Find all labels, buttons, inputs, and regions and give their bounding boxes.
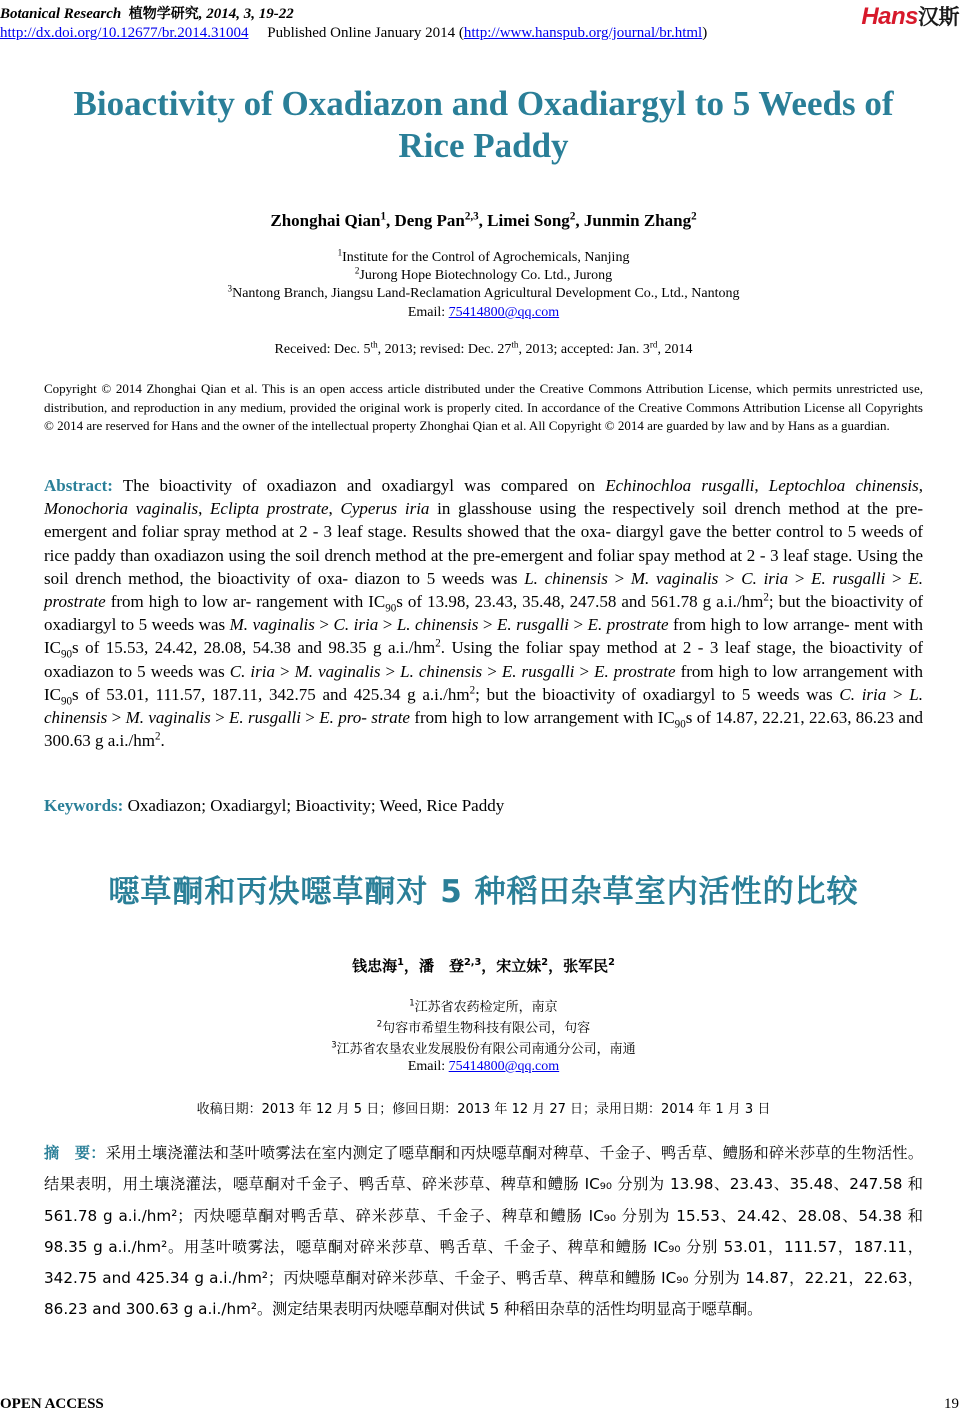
author-separator: ，	[403, 957, 419, 975]
doi-link[interactable]: http://dx.doi.org/10.12677/br.2014.31004	[0, 25, 249, 41]
paper-title-en	[40, 83, 927, 167]
species-name: C. iria	[229, 661, 275, 681]
email-label: Email:	[407, 305, 449, 320]
journal-issue: , 2014, 3, 19-22	[198, 6, 294, 22]
journal-url-link[interactable]: http://www.hanspub.org/journal/br.html	[463, 25, 703, 41]
paper-title-cn: 噁草酮和丙炔噁草酮对 5 种稻田杂草室内活性的比较	[108, 874, 859, 910]
species-name: L. chinensis	[44, 684, 923, 728]
logo-text-cn: 汉斯	[918, 5, 959, 29]
affiliation-text: Nantong Branch, Jiangsu Land-Reclamation Agricultural Development Co., Ltd., Nantong	[232, 286, 740, 301]
affiliation-cn	[0, 1039, 967, 1060]
abstract-text: >	[478, 615, 497, 635]
species-name: C. iria	[741, 568, 789, 588]
species-name: M. vaginalis	[229, 615, 315, 635]
abstract-cn	[44, 1138, 923, 1326]
title-line-1: Bioactivity of Oxadiazon and Oxadiargyl to 5 Weeds of	[73, 84, 894, 123]
species-name: M. vaginalis	[630, 568, 719, 588]
author-separator: ,	[575, 211, 584, 230]
published-text: Published Online January 2014 (	[267, 25, 464, 41]
abstract-text: from high to low ar- rangement with IC	[105, 592, 386, 612]
date-suffix: th	[511, 339, 519, 350]
closing-paren: )	[702, 25, 708, 41]
journal-header	[0, 3, 294, 23]
species-name: E. rusgalli	[501, 661, 575, 681]
species-name: E. rusgalli	[811, 568, 886, 588]
abstract-cn-label: 摘 要：	[44, 1144, 106, 1162]
email-line-en	[0, 304, 967, 322]
species-name: E. prostrate	[44, 568, 923, 612]
journal-name: Botanical Research	[0, 6, 122, 22]
author-name: Deng Pan	[394, 211, 465, 230]
species-name: Echinochloa rusgalli	[605, 476, 755, 495]
abstract-text: >	[718, 568, 742, 588]
affiliation-text: Institute for the Control of Agrochemicals, Nanjing	[342, 250, 630, 265]
species-name: E. pro- strate	[319, 708, 410, 728]
abstract-body	[44, 476, 923, 750]
species-name: Monochoria vaginalis	[44, 499, 199, 519]
abstract-text: from high to low arrange- ment with IC	[44, 615, 923, 658]
species-name: C. iria	[839, 684, 887, 704]
abstract-text: >	[569, 615, 588, 635]
affiliation-number: 2	[376, 1018, 383, 1029]
abstract-text: s of 13.98, 23.43, 35.48, 247.58 and 561.78 g a.i./hm	[396, 592, 764, 612]
abstract-text: >	[788, 568, 812, 588]
journal-name-cn: 植物学研究	[128, 6, 199, 22]
hans-logo	[861, 1, 959, 31]
abstract-text: ; but the bioactivity of oxadiargyl to 5 weeds was	[44, 592, 923, 635]
abstract-text: ; but the bioactivity of oxadiargyl to 5 weeds was	[475, 684, 840, 704]
email-line-cn	[0, 1059, 967, 1075]
species-name: L. chinensis	[396, 615, 479, 635]
author-separator: ,	[385, 211, 395, 230]
email-link[interactable]: 75414800@qq.com	[448, 1059, 560, 1074]
affiliation-cn	[0, 1018, 967, 1039]
affiliation-number: 3	[331, 1039, 337, 1050]
superscript: 2	[469, 684, 476, 697]
species-name: C. iria	[333, 615, 379, 635]
affiliation-text: 江苏省农垦农业发展股份有限公司南通分公司，南通	[336, 1042, 636, 1057]
accepted-year: , 2014	[657, 342, 693, 357]
author-name: Limei Song	[487, 211, 570, 230]
abstract-en	[44, 474, 923, 752]
open-access-label: OPEN ACCESS	[0, 1396, 104, 1412]
species-name: Leptochloa chinensis	[768, 476, 919, 495]
abstract-text: in glasshouse using the respectively soil drench method at the pre-emergent and foliar spray method at 2 - 3 leaf stage. Results showed that the oxa- diargyl gave the better control to 5 weeds of rice paddy than oxadiazon using the soil drench method at the pre-emergent and foliar spay method at 2 - 3 leaf stage. Using the soil drench method, the bioactivity of oxa- diazon to 5 weeds was	[44, 499, 923, 588]
affiliation-en	[0, 285, 967, 303]
received-date: Received: Dec. 5	[274, 342, 371, 357]
author-separator: ，	[548, 957, 564, 975]
author-affiliation-mark: 2	[608, 957, 615, 968]
affiliation-text: 江苏省农药检定所，南京	[414, 1000, 558, 1015]
author-separator: ，	[481, 957, 497, 975]
affiliation-text: 句容市希望生物科技有限公司，句容	[382, 1021, 591, 1036]
abstract-text: >	[885, 568, 909, 588]
email-link[interactable]: 75414800@qq.com	[448, 305, 560, 320]
species-name: L. chinensis	[400, 661, 483, 681]
abstract-text: >	[886, 684, 910, 704]
species-name: M. vaginalis	[294, 661, 381, 681]
abstract-text: ,	[918, 476, 924, 495]
author-name-cn: 潘 登	[418, 957, 464, 975]
abstract-text: s of 53.01, 111.57, 187.11, 342.75 and 425.34 g a.i./hm	[72, 684, 470, 704]
abstract-text: >	[107, 708, 126, 728]
abstract-text: >	[380, 661, 401, 681]
author-affiliation-mark: 2	[691, 210, 697, 223]
subscript: 90	[385, 602, 397, 615]
abstract-text: s of 14.87, 22.21, 22.63, 86.23 and 300.63 g a.i./hm	[44, 708, 923, 751]
accepted-date: , 2013; accepted: Jan. 3	[518, 342, 650, 357]
abstract-text: ,	[198, 499, 211, 519]
author-name-cn: 钱忠海	[352, 957, 398, 975]
revised-date: , 2013; revised: Dec. 27	[377, 342, 512, 357]
abstract-text: >	[482, 661, 502, 681]
abstract-text: >	[274, 661, 295, 681]
abstract-text: . Using the foliar spay method at 2 - 3 leaf stage, the bioactivity of oxadiazon to 5 weeds was	[44, 638, 923, 681]
abstract-text: >	[314, 615, 334, 635]
superscript: 2	[435, 637, 441, 650]
doi-line	[0, 25, 707, 42]
keywords-text: Oxadiazon; Oxadiargyl; Bioactivity; Weed, Rice Paddy	[127, 796, 505, 815]
abstract-cn-body: 采用土壤浇灌法和茎叶喷雾法在室内测定了噁草酮和丙炔噁草酮对稗草、千金子、鸭舌草、鳢肠和碎米莎草的生物活性。结果表明，用土壤浇灌法，噁草酮对千金子、鸭舌草、碎米莎草、稗草和鳢肠 IC₉₀ 分别为 13.98、23.43、35.48、247.58 和 561.78 g a.i./hm²；丙炔噁草酮对鸭舌草、碎米莎草、千金子、稗草和鳢肠 IC₉₀ 分别为 15.53、24.42、28.08、54.38 和 98.35 g a.i./hm²。用茎叶喷雾法，噁草酮对碎米莎草、鸭舌草、千金子、稗草和鳢肠 IC₉₀ 分别 53.01，111.57，187.11，342.75 and 425.34 g a.i./hm²；丙炔噁草酮对碎米莎草、千金子、鸭舌草、稗草和鳢肠 IC₉₀ 分别为 14.87，22.21，22.63，86.23 and 300.63 g a.i./hm²。测定结果表明丙炔噁草酮对供试 5 种稻田杂草的活性均明显高于噁草酮。	[44, 1144, 924, 1319]
species-name: E. prostrate	[587, 615, 669, 635]
affiliation-text: Jurong Hope Biotechnology Co. Ltd., Jurong	[359, 268, 613, 283]
author-affiliation-mark: 1	[397, 957, 404, 968]
keywords-en	[44, 794, 923, 817]
species-name: E. prostrate	[594, 661, 676, 681]
author-affiliation-mark: 2	[569, 210, 576, 223]
affiliation-number: 1	[409, 997, 415, 1008]
dates-en	[0, 339, 967, 358]
author-separator: ,	[478, 211, 488, 230]
page-number: 19	[944, 1396, 959, 1412]
subscript: 90	[674, 718, 686, 731]
species-name: M. vaginalis	[125, 708, 211, 728]
species-name: E. rusgalli	[496, 615, 570, 635]
email-label: Email:	[407, 1059, 449, 1074]
abstract-text: s of 15.53, 24.42, 28.08, 54.38 and 98.35 g a.i./hm	[72, 638, 436, 658]
affiliation-number: 2	[354, 265, 360, 276]
abstract-text: .	[160, 731, 165, 751]
affiliation-number: 3	[227, 283, 233, 294]
author-affiliation-mark: 2	[541, 957, 549, 968]
affiliation-cn	[0, 997, 967, 1018]
superscript: 2	[763, 591, 769, 604]
subscript: 90	[61, 648, 73, 661]
title-line-2: Rice Paddy	[398, 126, 569, 165]
abstract-label: Abstract:	[44, 476, 113, 495]
dates-cn: 收稿日期：2013 年 12 月 5 日；修回日期：2013 年 12 月 27 日；录用日期：2014 年 1 月 3 日	[196, 1102, 771, 1117]
author-name: Zhonghai Qian	[270, 211, 381, 230]
author-list-en	[0, 211, 967, 231]
author-affiliation-mark: 2,3	[463, 957, 482, 968]
copyright-notice: Copyright © 2014 Zhonghai Qian et al. This is an open access article distributed under the Creative Commons Attribution License, which permits unrestricted use, distribution, and reproduction in any medium, provided the original work is properly cited. In accordance of the Creative Commons Attribution License all Copyrights © 2014 are reserved for Hans and the owner of the intellectual property Zhonghai Qian et al. All Copyright © 2014 are guarded by law and by Hans as a guardian.	[44, 381, 923, 434]
superscript: 2	[154, 730, 161, 743]
abstract-text: The bioactivity of oxadiazon and oxadiargyl was compared on	[122, 476, 606, 495]
author-affiliation-mark: 1	[380, 210, 386, 223]
subscript: 90	[61, 695, 73, 708]
author-affiliation-mark: 2,3	[464, 210, 479, 223]
date-suffix: th	[370, 339, 378, 350]
abstract-text: ,	[328, 499, 341, 519]
affiliation-en	[0, 249, 967, 267]
species-name: Eclipta prostrate	[210, 499, 329, 519]
affiliation-number: 1	[337, 247, 343, 258]
author-list-cn	[0, 955, 967, 976]
abstract-text: >	[378, 615, 397, 635]
abstract-text: >	[607, 568, 631, 588]
date-suffix: rd	[649, 339, 658, 350]
author-name-cn: 张军民	[563, 957, 609, 975]
affiliation-en	[0, 267, 967, 285]
species-name: E. rusgalli	[229, 708, 301, 728]
abstract-text: from high to low arrangement with IC	[409, 708, 675, 728]
keywords-label: Keywords:	[44, 796, 124, 815]
species-name: Cyperus iria	[340, 499, 430, 519]
abstract-text: >	[210, 708, 230, 728]
author-name: Junmin Zhang	[583, 211, 692, 230]
abstract-text: >	[574, 661, 595, 681]
abstract-text: ,	[754, 476, 769, 495]
author-name-cn: 宋立妹	[496, 957, 542, 975]
species-name: L. chinensis	[524, 568, 608, 588]
logo-text-en: Hans	[861, 3, 918, 30]
abstract-text: from high to low arrangement with IC	[44, 661, 923, 704]
abstract-text: >	[300, 708, 320, 728]
